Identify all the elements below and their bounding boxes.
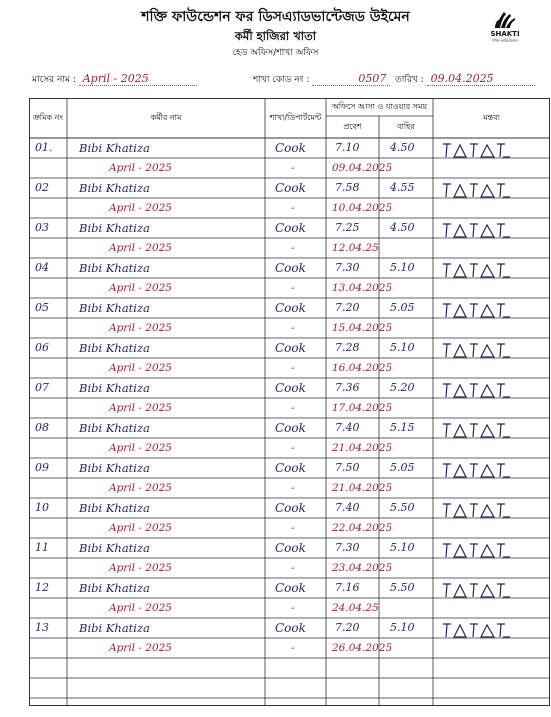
logo-text: SHAKTI [490,30,520,38]
attendance-date: 17.04.2025 [332,402,393,414]
month-note: April - 2025 [109,242,172,254]
exit-time: 5.10 [390,621,415,634]
serial-number: 04 [35,261,49,274]
department: Cook [275,461,306,475]
month-label: মাসের নাম : [32,75,76,85]
serial-number: 02 [35,181,49,194]
date-field [395,72,535,87]
serial-number: 03 [35,221,49,234]
serial-number: 01. [35,141,53,154]
entry-time: 7.20 [335,621,360,634]
header-name: কর্মীর নাম [150,113,182,122]
employee-name: Bibi Khatiza [79,221,150,235]
employee-name: Bibi Khatiza [79,381,150,395]
header-dept: শাখা/ডিপার্টমেন্ট [269,113,322,122]
signature-mark [441,301,513,319]
employee-name: Bibi Khatiza [79,541,150,555]
attendance-date: 13.04.2025 [332,282,393,294]
signature-mark [441,421,513,439]
attendance-date: 24.04.25 [332,602,379,614]
department: Cook [275,381,306,395]
hand-logo-icon [492,8,518,30]
exit-time: 5.10 [390,541,415,554]
attendance-date: 09.04.2025 [332,162,393,174]
entry-time: 7.50 [335,461,360,474]
date-value: 09.04.2025 [427,72,535,86]
department-dash: - [291,522,295,534]
month-note: April - 2025 [109,362,172,374]
entry-time: 7.30 [335,541,360,554]
header-remarks: মন্তব্য [483,113,500,122]
employee-name: Bibi Khatiza [79,301,150,315]
department-dash: - [291,362,295,374]
employee-name: Bibi Khatiza [79,421,150,435]
attendance-date: 21.04.2025 [332,482,393,494]
department-dash: - [291,162,295,174]
month-note: April - 2025 [109,202,172,214]
signature-mark [441,141,513,159]
entry-time: 7.28 [335,341,360,354]
signature-mark [441,341,513,359]
employee-name: Bibi Khatiza [79,141,150,155]
serial-number: 06 [35,341,49,354]
department-dash: - [291,642,295,654]
department-dash: - [291,402,295,414]
exit-time: 5.10 [390,261,415,274]
signature-mark [441,381,513,399]
sheet-title: কর্মী হাজিরা খাতা [234,29,317,43]
month-note: April - 2025 [109,482,172,494]
employee-name: Bibi Khatiza [79,261,150,275]
attendance-table [29,98,550,706]
department: Cook [275,501,306,515]
signature-mark [441,541,513,559]
document-header [0,8,551,60]
exit-time: 4.50 [390,221,415,234]
attendance-date: 15.04.2025 [332,322,393,334]
logo-subtext: শক্তি ফাউন্ডেশন [492,38,518,43]
entry-time: 7.16 [335,581,360,594]
signature-mark [441,261,513,279]
month-note: April - 2025 [109,602,172,614]
entry-time: 7.10 [335,141,360,154]
attendance-date: 16.04.2025 [332,362,393,374]
entry-time: 7.40 [335,421,360,434]
exit-time: 4.50 [390,141,415,154]
department: Cook [275,541,306,555]
branch-code-value: 0507 [312,72,390,86]
attendance-date: 22.04.2025 [332,522,393,534]
department-dash: - [291,602,295,614]
exit-time: 4.55 [390,181,415,194]
serial-number: 07 [35,381,49,394]
department-dash: - [291,282,295,294]
employee-name: Bibi Khatiza [79,621,150,635]
entry-time: 7.36 [335,381,360,394]
date-label: তারিখ : [395,75,424,85]
department: Cook [275,341,306,355]
employee-name: Bibi Khatiza [79,461,150,475]
shakti-logo [488,8,522,43]
entry-time: 7.40 [335,501,360,514]
month-value: April - 2025 [79,72,197,86]
month-field [32,72,197,87]
exit-time: 5.10 [390,341,415,354]
employee-name: Bibi Khatiza [79,341,150,355]
department-dash: - [291,562,295,574]
department-dash: - [291,322,295,334]
attendance-date: 26.04.2025 [332,642,393,654]
department-dash: - [291,202,295,214]
department-dash: - [291,242,295,254]
month-note: April - 2025 [109,402,172,414]
office-line: হেড অফিস/শাখা অফিস [232,48,319,58]
exit-time: 5.50 [390,581,415,594]
entry-time: 7.20 [335,301,360,314]
entry-time: 7.58 [335,181,360,194]
header-entry: প্রবেশ [343,122,362,131]
month-note: April - 2025 [109,642,172,654]
department: Cook [275,621,306,635]
signature-mark [441,581,513,599]
branch-code-field [253,72,390,87]
serial-number: 05 [35,301,49,314]
exit-time: 5.20 [390,381,415,394]
signature-mark [441,621,513,639]
department: Cook [275,581,306,595]
attendance-date: 23.04.2025 [332,562,393,574]
exit-time: 5.15 [390,421,415,434]
branch-code-label: শাখা কোড নং : [253,75,310,85]
signature-mark [441,221,513,239]
department: Cook [275,141,306,155]
serial-number: 11 [35,541,49,554]
exit-time: 5.05 [390,301,415,314]
department: Cook [275,221,306,235]
serial-number: 08 [35,421,49,434]
department: Cook [275,261,306,275]
month-note: April - 2025 [109,282,172,294]
month-note: April - 2025 [109,562,172,574]
signature-mark [441,461,513,479]
department: Cook [275,301,306,315]
exit-time: 5.05 [390,461,415,474]
month-note: April - 2025 [109,522,172,534]
attendance-date: 10.04.2025 [332,202,393,214]
attendance-date: 21.04.2025 [332,442,393,454]
employee-name: Bibi Khatiza [79,181,150,195]
department: Cook [275,421,306,435]
header-serial: ক্রমিক নং [33,113,63,122]
entry-time: 7.25 [335,221,360,234]
serial-number: 09 [35,461,49,474]
organization-name: শক্তি ফাউন্ডেশন ফর ডিসএ্যাডভান্টেজড উইমেন [141,9,410,25]
month-note: April - 2025 [109,322,172,334]
department-dash: - [291,482,295,494]
serial-number: 13 [35,621,49,634]
serial-number: 12 [35,581,49,594]
employee-name: Bibi Khatiza [79,501,150,515]
header-exit: বাহির [397,122,415,131]
month-note: April - 2025 [109,162,172,174]
employee-name: Bibi Khatiza [79,581,150,595]
month-note: April - 2025 [109,442,172,454]
department: Cook [275,181,306,195]
signature-mark [441,181,513,199]
department-dash: - [291,442,295,454]
attendance-date: 12.04.25 [332,242,379,254]
entry-time: 7.30 [335,261,360,274]
header-time-group: অফিসে আসা ও যাওয়ার সময় [331,102,428,111]
signature-mark [441,501,513,519]
exit-time: 5.50 [390,501,415,514]
serial-number: 10 [35,501,49,514]
